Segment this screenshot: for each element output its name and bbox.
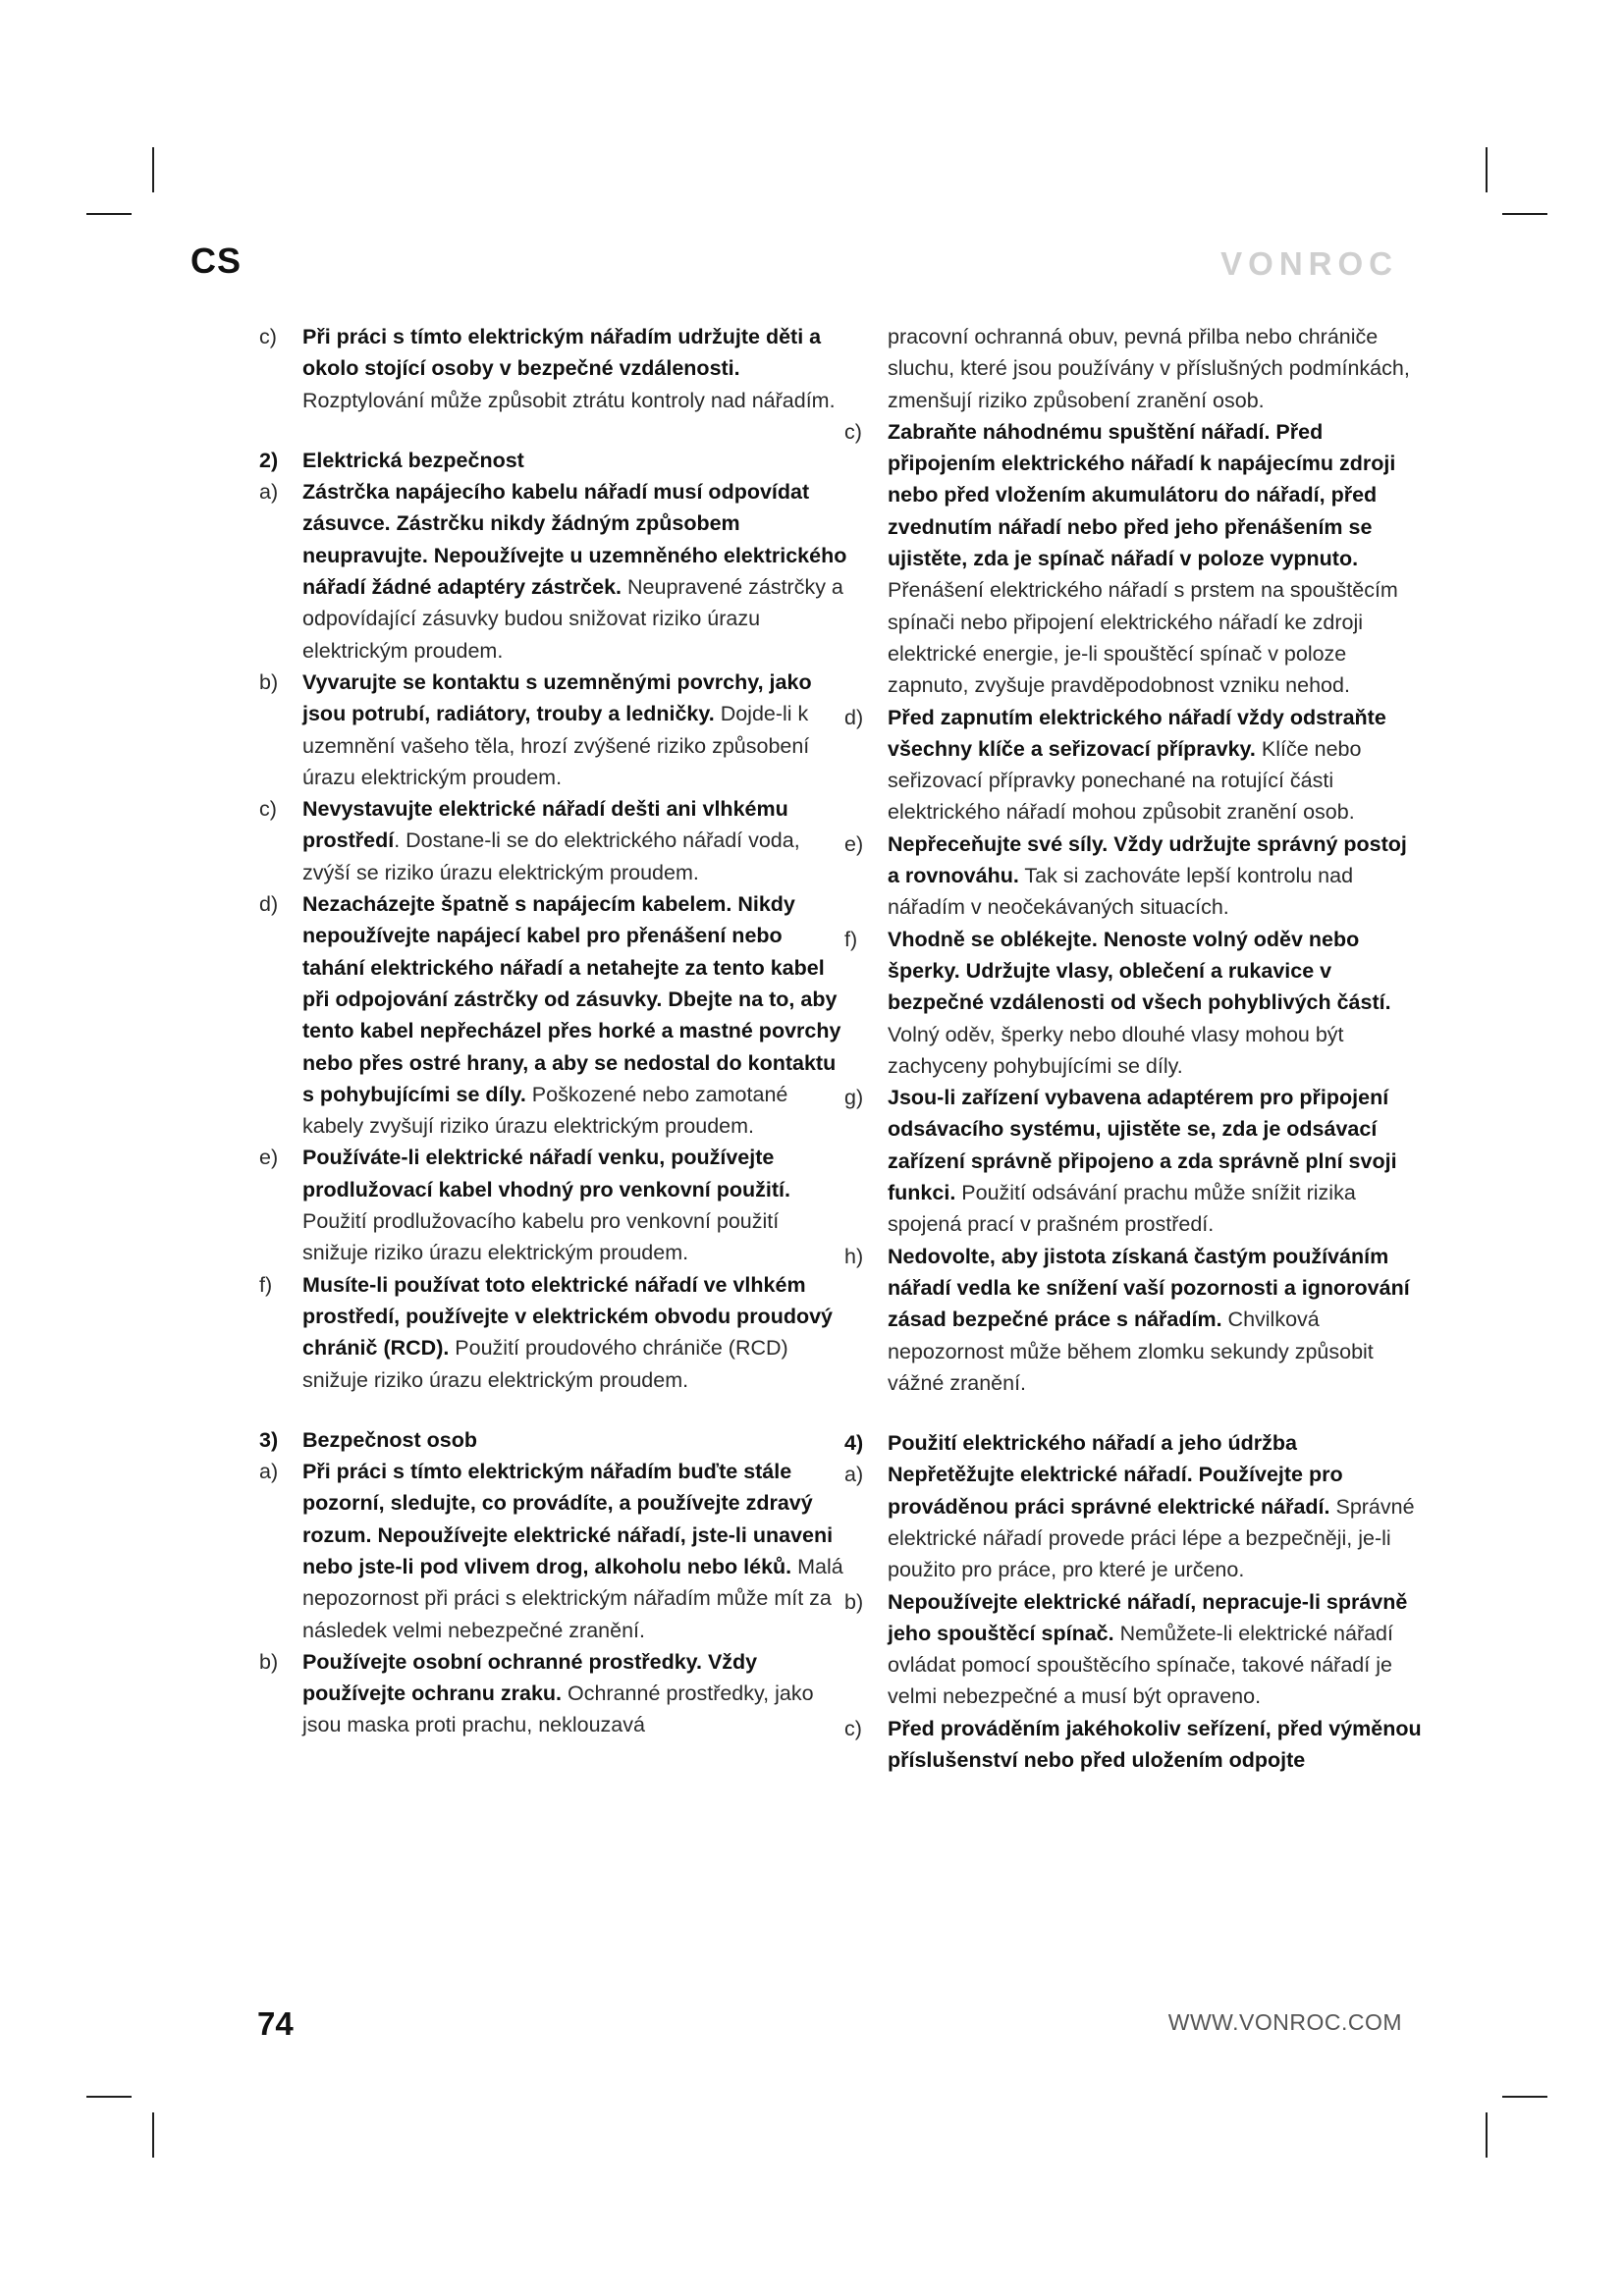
item-label: b) xyxy=(259,669,279,694)
item-bold-text: Nepřeceňujte své síly. Vždy udržujte správný postoj a rovnováhu. xyxy=(888,831,1407,888)
section-heading xyxy=(259,1424,848,1456)
crop-mark xyxy=(1502,2096,1547,2098)
item-text: Použití odsávání prachu může snížit rizika spojená prací v prašném prostředí. xyxy=(888,1181,1356,1237)
item-label: h) xyxy=(844,1244,864,1268)
item-text: Poškozené nebo zamotané kabely zvyšují riziko úrazu elektrickým proudem. xyxy=(302,1082,788,1139)
item-text: Nemůžete-li elektrické nářadí ovládat pomocí spouštěcího spínače, takové nářadí je velmi nebezpečné a musí být opraveno. xyxy=(888,1621,1393,1709)
list-item xyxy=(844,1713,1424,1777)
item-text: Tak si zachováte lepší kontrolu nad nářadím v neočekávaných situacích. xyxy=(888,864,1354,920)
item-label: f) xyxy=(844,927,858,951)
list-item xyxy=(259,321,848,416)
list-item xyxy=(844,702,1424,828)
item-bold-text: Jsou-li zařízení vybavena adaptérem pro připojení odsávacího systému, ujistěte se, zda je odsávací zařízení správně připojeno a zda správně plní svoji funkci. xyxy=(888,1086,1397,1205)
list-item xyxy=(259,793,848,888)
crop-mark xyxy=(1502,213,1547,215)
item-text: Neupravené zástrčky a odpovídající zásuvky budou snižovat riziko úrazu elektrickým proudem. xyxy=(302,575,843,663)
item-bold-text: Nezacházejte špatně s napájecím kabelem. Nikdy nepoužívejte napájecí kabel pro přenášení nebo tahání elektrického nářadí a netahejte za tento kabel při odpojování zástrčky od zásuvky. Dbejte na to, aby tento kabel nepřecházel přes horké a mastné povrchy nebo přes ostré hrany, a aby se nedostal do kontaktu s pohybujícími se díly. xyxy=(302,892,841,1106)
item-bold-text: Nepoužívejte elektrické nářadí, nepracuje-li správně jeho spouštěcí spínač. xyxy=(888,1589,1408,1645)
language-code: CS xyxy=(190,240,243,281)
section-title: Elektrická bezpečnost xyxy=(302,448,524,472)
section-title: Bezpečnost osob xyxy=(302,1427,477,1452)
item-label: g) xyxy=(844,1086,864,1110)
item-bold-text: Zástrčka napájecího kabelu nářadí musí odpovídat zásuvce. Zástrčku nikdy žádným způsobem neupravujte. Nepoužívejte u uzemněného elektrického nářadí žádné adaptéry zástrček. xyxy=(302,480,847,600)
item-text: Ochranné prostředky, jako jsou maska proti prachu, neklouzavá xyxy=(302,1682,814,1737)
section-title: Použití elektrického nářadí a jeho údržba xyxy=(888,1431,1297,1456)
item-text: Volný oděv, šperky nebo dlouhé vlasy mohou být zachyceny pohybujícími se díly. xyxy=(888,1022,1344,1078)
item-label: e) xyxy=(259,1146,279,1170)
item-bold-text: Před prováděním jakéhokoliv seřízení, před výměnou příslušenství nebo před uložením odpojte xyxy=(888,1716,1422,1773)
list-item xyxy=(844,1082,1424,1240)
list-item xyxy=(259,1269,848,1396)
item-text: Dojde-li k uzemnění vašeho těla, hrozí zvýšené riziko způsobení úrazu elektrickým proudem. xyxy=(302,702,810,789)
item-text: Použití prodlužovacího kabelu pro venkovní použití snižuje riziko úrazu elektrickým proudem. xyxy=(302,1209,780,1265)
item-bold-text: Vyvarujte se kontaktu s uzemněnými povrchy, jako jsou potrubí, radiátory, trouby a ledničky. xyxy=(302,669,812,726)
item-text: Chvilková nepozornost může během zlomku sekundy způsobit vážné zranění. xyxy=(888,1308,1374,1395)
list-item xyxy=(844,1586,1424,1713)
crop-mark xyxy=(1486,2112,1488,2158)
page-number: 74 xyxy=(257,2005,294,2042)
item-label: c) xyxy=(259,325,277,348)
item-label: b) xyxy=(259,1649,279,1674)
list-item xyxy=(844,416,1424,702)
item-bold-text: Při práci s tímto elektrickým nářadím udržujte děti a okolo stojící osoby v bezpečné vzdálenosti. xyxy=(302,325,822,381)
item-text: Použití proudového chrániče (RCD) snižuje riziko úrazu elektrickým proudem. xyxy=(302,1336,788,1392)
item-bold-text: Musíte-li používat toto elektrické nářadí ve vlhkém prostředí, používejte v elektrickém obvodu proudový chránič (RCD). xyxy=(302,1272,834,1361)
list-item xyxy=(844,924,1424,1082)
item-bold-text: Zabraňte náhodnému spuštění nářadí. Před připojením elektrického nářadí k napájecímu zdroji nebo před vložením akumulátoru do nářadí, před zvednutím nářadí nebo před jeho přenášením se ujistěte, zda je spínač nářadí v poloze vypnuto. xyxy=(888,419,1396,571)
item-text: pracovní ochranná obuv, pevná přilba nebo chrániče sluchu, které jsou používány v příslušných podmínkách, zmenšují riziko způsobení zranění osob. xyxy=(888,325,1410,412)
item-text: Klíče nebo seřizovací přípravky ponechané na rotující části elektrického nářadí mohou způsobit zranění osob. xyxy=(888,736,1362,825)
section-heading xyxy=(259,445,848,476)
list-item xyxy=(259,888,848,1142)
item-text: Malá nepozornost při práci s elektrickým nářadím může mít za následek velmi nebezpečné zranění. xyxy=(302,1554,843,1642)
item-text: Správné elektrické nářadí provede práci lépe a bezpečněji, je-li použito pro práce, pro které je určeno. xyxy=(888,1494,1415,1582)
item-bold-text: Používáte-li elektrické nářadí venku, používejte prodlužovací kabel vhodný pro venkovní použití. xyxy=(302,1146,790,1201)
item-bold-text: Vhodně se oblékejte. Nenoste volný oděv nebo šperky. Udržujte vlasy, oblečení a rukavice v bezpečné vzdálenosti od všech pohyblivých částí. xyxy=(888,927,1391,1015)
item-bold-text: Při práci s tímto elektrickým nářadím buďte stále pozorní, sledujte, co provádíte, a používejte zdravý rozum. Nepoužívejte elektrické nářadí, jste-li unaveni nebo jste-li pod vlivem drog, alkoholu nebo léků. xyxy=(302,1460,834,1578)
item-bold-text: Před zapnutím elektrického nářadí vždy odstraňte všechny klíče a seřizovací přípravky. xyxy=(888,705,1386,761)
continued-text xyxy=(844,321,1424,416)
item-label: c) xyxy=(844,419,862,444)
crop-mark xyxy=(152,147,154,192)
item-label: c) xyxy=(259,797,277,822)
crop-mark xyxy=(152,2112,154,2158)
crop-mark xyxy=(1486,147,1488,192)
crop-mark xyxy=(86,2096,132,2098)
list-item xyxy=(259,667,848,793)
right-column xyxy=(844,321,1424,1776)
item-bold-text: Nevystavujte elektrické nářadí dešti ani vlhkému prostředí xyxy=(302,797,788,853)
item-label: d) xyxy=(259,892,279,917)
item-label: a) xyxy=(259,480,279,505)
list-item xyxy=(259,1646,848,1741)
item-text: Rozptylování může způsobit ztrátu kontroly nad nářadím. xyxy=(302,388,836,412)
section-number: 4) xyxy=(844,1431,864,1456)
crop-mark xyxy=(86,213,132,215)
item-label: c) xyxy=(844,1716,862,1740)
item-bold-text: Nepřetěžujte elektrické nářadí. Používejte pro prováděnou práci správné elektrické nářadí. xyxy=(888,1463,1343,1519)
left-column xyxy=(259,321,848,1741)
list-item xyxy=(259,1142,848,1268)
section-heading xyxy=(844,1427,1424,1459)
item-bold-text: Používejte osobní ochranné prostředky. Vždy používejte ochranu zraku. xyxy=(302,1649,758,1706)
item-label: b) xyxy=(844,1589,864,1614)
item-text: . Dostane-li se do elektrického nářadí voda, zvýší se riziko úrazu elektrickým proudem. xyxy=(302,828,800,884)
item-label: e) xyxy=(844,831,864,856)
brand-logo: VONROC xyxy=(1220,245,1398,282)
list-item xyxy=(844,1459,1424,1585)
website-url: WWW.VONROC.COM xyxy=(1167,2009,1402,2035)
item-label: d) xyxy=(844,705,864,729)
list-item xyxy=(259,1456,848,1646)
section-number: 3) xyxy=(259,1427,279,1452)
item-label: a) xyxy=(844,1463,864,1487)
item-bold-text: Nedovolte, aby jistota získaná častým používáním nářadí vedla ke snížení vaší pozornosti a ignorování zásad bezpečné práce s nářadím. xyxy=(888,1244,1410,1332)
section-number: 2) xyxy=(259,448,279,472)
list-item xyxy=(259,476,848,667)
item-label: f) xyxy=(259,1272,273,1297)
item-label: a) xyxy=(259,1460,279,1484)
item-text: Přenášení elektrického nářadí s prstem na spouštěcím spínači nebo připojení elektrického nářadí ke zdroji elektrické energie, je-li spouštěcí spínač v poloze zapnuto, zvyšuje pravděpodobnost vzniku nehod. xyxy=(888,578,1398,698)
list-item xyxy=(844,828,1424,924)
list-item xyxy=(844,1241,1424,1399)
